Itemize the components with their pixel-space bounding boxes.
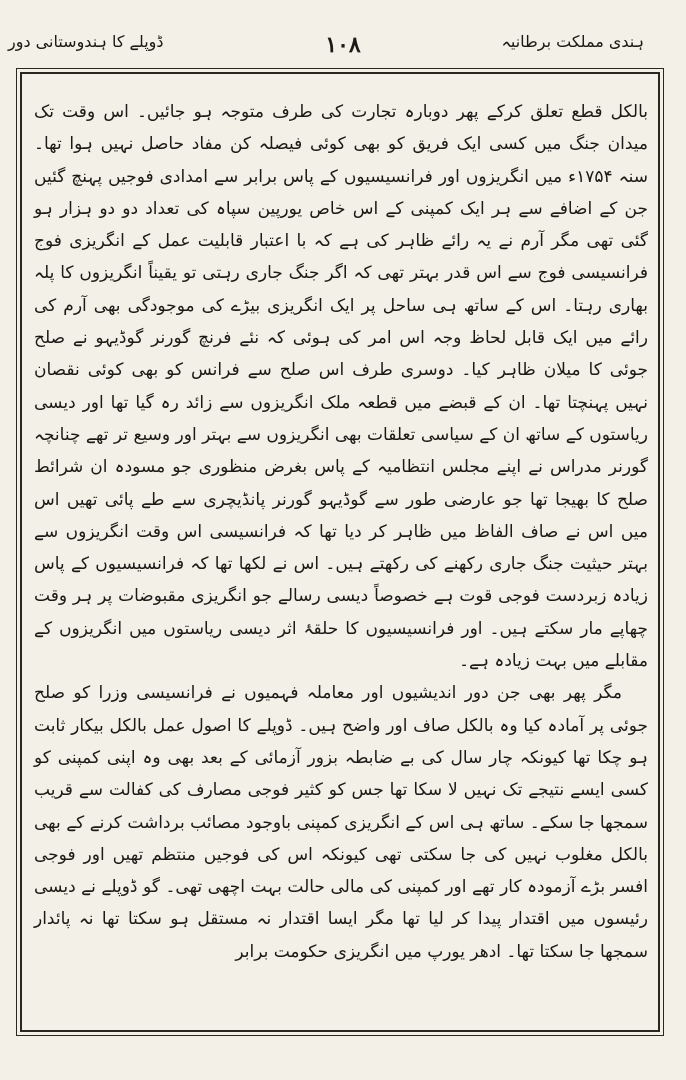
paragraph-2: مگر پھر بھی جن دور اندیشیوں اور معاملہ فہمیوں نے فرانسیسی وزرا کو صلح جوئی پر آمادہ کیا وہ بالکل صاف اور واضح ہیں۔ ڈوپلے کا اصول عمل بالکل بیکار ثابت ہو چکا تھا کیونکہ چار سال کی بے ضابطہ بزور آزمائی کے بعد بھی وہ اپنی کمپنی کو کسی ایسے نتیجے تک نہیں لا سکا تھا جس کو کثیر فوجی مصارف کی کفالت سے قریب سمجھا جا سکے۔ ساتھ ہی اس کے انگریزی کمپنی باوجود مصائب برداشت کرنے کے بھی بالکل مغلوب نہیں کی جا سکتی تھی کیونکہ اس کی فوجیں منتظم تھیں اور فوجی افسر بڑے آزمودہ کار تھے اور کمپنی کی مالی حالت بہت اچھی تھی۔ گو ڈوپلے نے دیسی رئیسوں میں اقتدار پیدا کر لیا تھا مگر ایسا اقتدار نہ مستقل ہو سکتا تھا نہ پائدار سمجھا جا سکتا تھا۔ ادھر یورپ میں انگریزی حکومت برابر: [34, 683, 648, 962]
page-body: [34, 96, 648, 1016]
running-header: [0, 30, 686, 70]
header-book-title: ہندی مملکت برطانیہ: [501, 32, 644, 51]
paragraph-1: بالکل قطع تعلق کرکے پھر دوبارہ تجارت کی طرف متوجہ ہو جائیں۔ اس وقت تک میدان جنگ میں کسی ایک فریق کو بھی کوئی فیصلہ کن مفاد حاصل نہیں ہوا تھا۔ سنہ ۱۷۵۴ء میں انگریزوں اور فرانسیسیوں کے پاس برابر سے امدادی فوجیں پہنچ گئیں جن کے اضافے سے ہر ایک کمپنی کے اس خاص یورپین سپاہ کی تعداد دو دو ہزار ہو گئی تھی مگر آرم نے یہ رائے ظاہر کی ہے کہ با اعتبار قابلیت عمل کے انگریزی فوج فرانسیسی فوج سے اس قدر بہتر تھی کہ اگر جنگ جاری رہتی تو یقیناً انگریزوں کا پلہ بھاری رہتا۔ اس کے ساتھ ہی ساحل پر ایک انگریزی بیڑے کی موجودگی بھی آرم کی رائے میں ایک قابل لحاظ وجہ اس امر کی ہوئی کہ نئے فرنچ گورنر گوڈیہو نے صلح جوئی کا میلان ظاہر کیا۔ دوسری طرف اس صلح سے فرانس کو بھی کوئی نقصان نہیں پہنچتا تھا۔ ان کے قبضے میں قطعہ ملک انگریزوں سے زائد رہ گیا تھا اور دیسی ریاستوں کے ساتھ ان کے سیاسی تعلقات بھی انگریزوں سے بہتر اور وسیع تر تھے چنانچہ گورنر مدراس نے اپنے مجلس انتظامیہ کے پاس بغرض منظوری جو مسودہ ان شرائط صلح کا بھیجا تھا جو عارضی طور سے گوڈیہو گورنر پانڈیچری سے طے پائی تھیں اس میں اس نے صاف الفاظ میں ظاہر کر دیا تھا کہ فرانسیسی اس وقت انگریزوں سے بہتر حیثیت جنگ جاری رکھنے کی رکھتے ہیں۔ اس نے لکھا تھا کہ فرانسیسیوں کے پاس زیادہ زبردست فوجی قوت ہے خصوصاً دیسی رسالے جو انگریزی مقبوضات پر ہر وقت چھاپے مار سکتے ہیں۔ اور فرانسیسیوں کا حلقۂ اثر دیسی ریاستوں میں انگریزوں کے مقابلے میں بہت زیادہ ہے۔: [34, 102, 648, 672]
header-chapter-title: ڈوپلے کا ہندوستانی دور: [8, 32, 164, 51]
page-number: ۱۰۸: [325, 32, 361, 58]
